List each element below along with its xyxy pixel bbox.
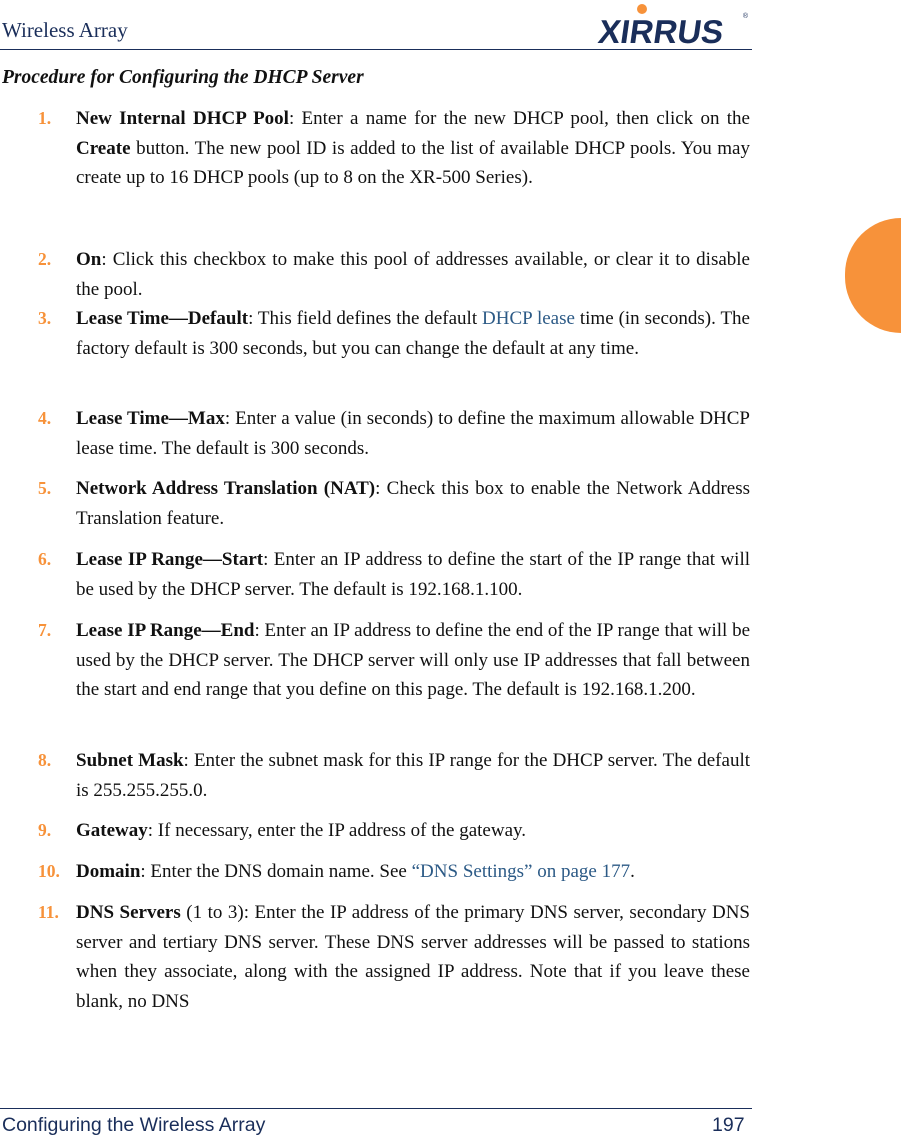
step-field-name: On <box>76 249 102 270</box>
step-field-name: Network Address Translation (NAT) <box>76 478 376 499</box>
step-field-name: DNS Servers <box>76 902 181 923</box>
step-number: 2. <box>38 249 52 269</box>
step-field-name: Subnet Mask <box>76 750 184 771</box>
step-number: 5. <box>38 478 52 498</box>
step-text <box>76 245 750 304</box>
step-field-name: Create <box>76 137 131 159</box>
cross-reference-link[interactable]: DHCP lease <box>482 308 575 329</box>
step-description: : Check this box to enable the Network Address Translation feature. <box>76 478 750 529</box>
step-text <box>76 104 750 193</box>
header-title: Wireless Array <box>2 18 128 42</box>
step-description: : Enter a value (in seconds) to define the maximum allowable DHCP lease time. The default is 300 seconds. <box>76 408 750 459</box>
step-text <box>76 474 750 533</box>
section-heading: Procedure for Configuring the DHCP Server <box>2 67 364 88</box>
step-number: 3. <box>38 308 52 328</box>
step-number: 6. <box>38 549 52 569</box>
step-description: (1 to 3): Enter the IP address of the primary DNS server, secondary DNS server and tertiary DNS server. These DNS server addresses will be passed to stations when they associate, along with the assigned IP address. Note that if you leave these blank, no DNS <box>76 902 750 1012</box>
footer-page-number: 197 <box>712 1114 745 1136</box>
logo-text: XIRRUS <box>596 13 727 50</box>
step-text <box>76 545 750 604</box>
step-field-name: New Internal DHCP Pool <box>76 108 289 129</box>
step-number: 7. <box>38 620 52 640</box>
step-field-name: Lease Time—Max <box>76 408 225 429</box>
step-field-name: Lease Time—Default <box>76 308 249 329</box>
header-rule <box>0 49 752 50</box>
step-description: : Enter the subnet mask for this IP range for the DHCP server. The default is 255.255.255.0. <box>76 750 750 801</box>
step-description: : If necessary, enter the IP address of the gateway. <box>147 820 527 841</box>
step-description: : Enter the DNS domain name. See <box>140 861 412 882</box>
chapter-thumb-tab <box>845 218 901 333</box>
step-text <box>76 816 750 846</box>
step-text <box>76 857 750 887</box>
step-text <box>76 898 750 1016</box>
step-text <box>76 746 750 805</box>
step-text <box>76 404 750 463</box>
step-number: 8. <box>38 750 52 770</box>
step-description: : Enter an IP address to define the start of the IP range that will be used by the DHCP server. The default is 192.168.1.100. <box>76 549 751 600</box>
step-field-name: Lease IP Range—End <box>76 620 255 641</box>
step-description: : Click this checkbox to make this pool of addresses available, or clear it to disable the pool. <box>76 249 750 300</box>
footer-rule <box>0 1108 752 1109</box>
step-text <box>76 616 750 705</box>
step-number: 10. <box>38 861 60 881</box>
step-field-name: Gateway <box>76 820 148 841</box>
step-description: : Enter an IP address to define the end of the IP range that will be used by the DHCP server. The DHCP server will only use IP addresses that fall between the start and end range that you define on this page. The default is 192.168.1.200. <box>76 620 751 700</box>
step-number: 9. <box>38 820 52 840</box>
step-description: button. The new pool ID is added to the list of available DHCP pools. You may create up to 16 DHCP pools (up to 8 on the XR-500 Series). <box>76 137 750 188</box>
step-field-name: Domain <box>76 861 141 882</box>
step-description: time (in seconds). The factory default is 300 seconds, but you can change the default at any time. <box>76 308 750 359</box>
step-field-name: Lease IP Range—Start <box>76 549 264 570</box>
step-number: 1. <box>38 108 52 128</box>
step-text <box>76 304 750 363</box>
step-description: : Enter a name for the new DHCP pool, then click on the <box>288 108 750 129</box>
step-number: 11. <box>38 902 59 922</box>
xirrus-logo <box>596 4 748 50</box>
footer-section-title: Configuring the Wireless Array <box>2 1114 266 1136</box>
cross-reference-link[interactable]: “DNS Settings” on page 177 <box>411 861 631 882</box>
step-description: . <box>630 861 635 882</box>
logo-registered-mark: ® <box>742 13 748 20</box>
step-number: 4. <box>38 408 52 428</box>
step-description: : This field defines the default <box>248 308 483 329</box>
